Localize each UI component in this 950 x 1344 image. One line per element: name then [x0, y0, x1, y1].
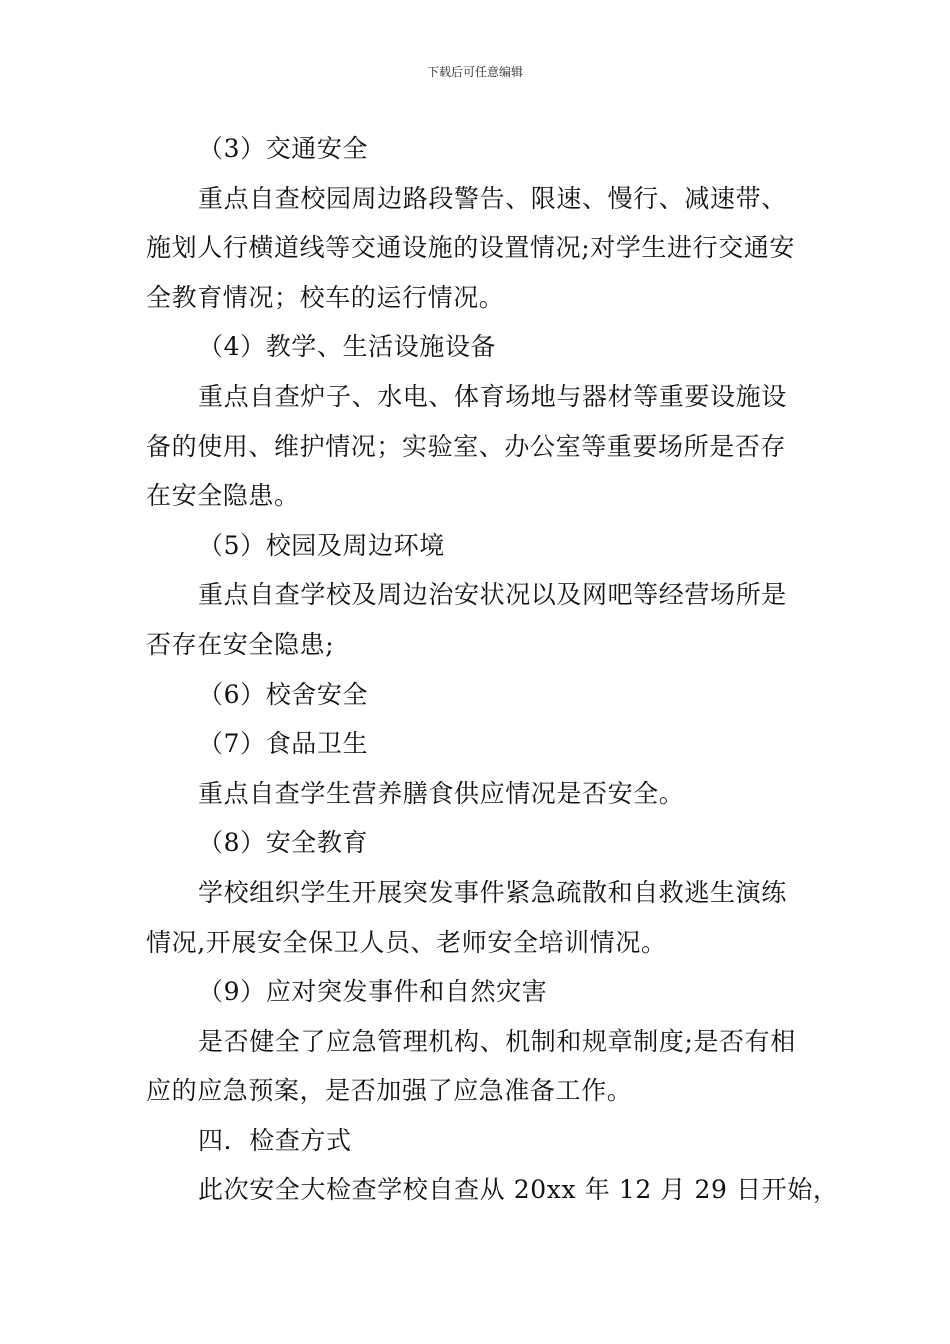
- section-heading: （6）校舍安全: [198, 679, 369, 709]
- document-body: [146, 124, 839, 1215]
- page-header-note: 下载后可任意编辑: [426, 65, 523, 79]
- paragraph-line: 学校组织学生开展突发事件紧急疏散和自救逃生演练: [198, 877, 787, 907]
- section-heading: （7）食品卫生: [198, 729, 369, 759]
- section-heading: （3）交通安全: [198, 134, 369, 163]
- paragraph-line: 在安全隐患。: [146, 481, 300, 511]
- paragraph-line: 否存在安全隐患;: [146, 629, 335, 659]
- paragraph-line: 施划人行横道线等交通设施的设置情况;对学生进行交通安: [146, 233, 796, 263]
- section-heading: （5）校园及周边环境: [198, 530, 445, 560]
- paragraph-line: 重点自查炉子、水电、体育场地与器材等重要设施设: [198, 381, 787, 411]
- paragraph-line: 应的应急预案，是否加强了应急准备工作。: [146, 1076, 633, 1106]
- paragraph-line: 情况,开展安全保卫人员、老师安全培训情况。: [146, 927, 667, 957]
- paragraph-line: 全教育情况；校车的运行情况。: [146, 282, 505, 312]
- paragraph-line: 重点自查学校及周边治安状况以及网吧等经营场所是: [198, 580, 787, 610]
- paragraph-line: 重点自查学生营养膳食供应情况是否安全。: [198, 778, 685, 808]
- section-heading: 四．检查方式: [198, 1125, 352, 1155]
- paragraph-line: 备的使用、维护情况；实验室、办公室等重要场所是否存: [146, 431, 787, 461]
- paragraph-line: 此次安全大检查学校自查从 20xx 年 12 月 29 日开始，: [198, 1175, 839, 1205]
- paragraph-line: 是否健全了应急管理机构、机制和规章制度;是否有相: [198, 1026, 796, 1056]
- section-heading: （8）安全教育: [198, 828, 369, 858]
- paragraph-line: 重点自查校园周边路段警告、限速、慢行、减速带、: [198, 183, 787, 213]
- section-heading: （9）应对突发事件和自然灾害: [198, 977, 548, 1007]
- section-heading: （4）教学、生活设施设备: [198, 332, 497, 362]
